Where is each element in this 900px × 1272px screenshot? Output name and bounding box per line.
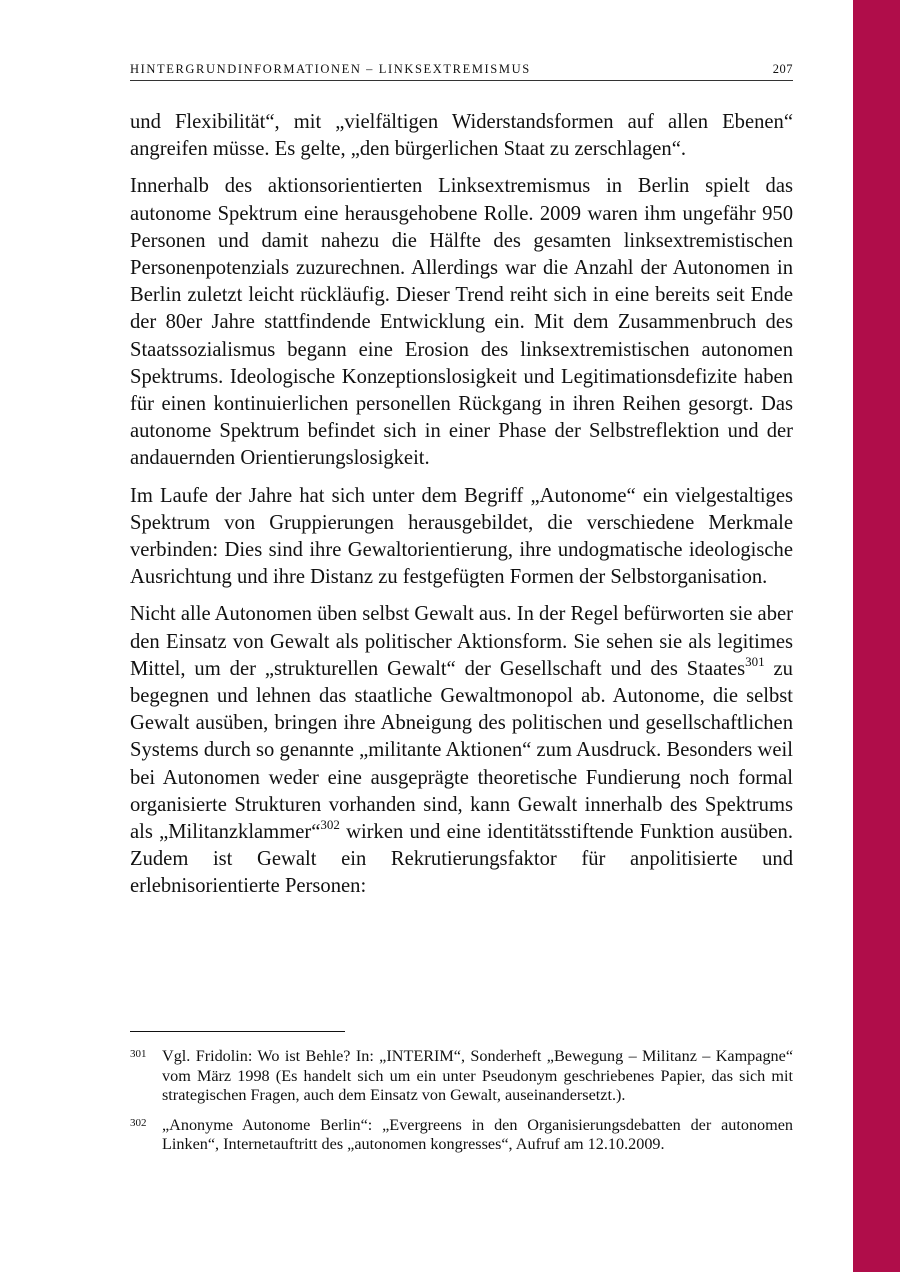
paragraph-3: Im Laufe der Jahre hat sich unter dem Begriff „Autonome“ ein vielgestaltiges Spektrum von Gruppierungen herausgebildet, die verschiedene Merkmale verbinden: Dies sind ihre Gewaltorientierung, ihre undogmatische ideologische Ausrichtung und ihre Distanz zu festgefügten Formen der Selbstorganisation.	[130, 484, 793, 589]
footnote-number: 301	[130, 1048, 147, 1060]
paragraph-4-part-b: zu begegnen und lehnen das staatliche Gewaltmonopol ab. Autonome, die selbst Gewalt ausüben, bringen ihre Abneigung des politischen und gesellschaftlichen Systems durch so genannte „militante Aktionen“ zum Ausdruck. Besonders weil bei Autonomen weder eine ausgeprägte theoretische Fundierung noch formal organisierte Strukturen vorhanden sind, kann Gewalt innerhalb des Spektrums als „Militanzklammer“	[130, 657, 793, 844]
footnote-number: 302	[130, 1116, 147, 1129]
paragraph-4-part-c: wirken und eine identitätsstiftende Funktion ausüben. Zudem ist Gewalt ein Rekrutierungsfaktor für anpolitisierte und erlebnisorientierte Personen:	[130, 821, 794, 898]
header-title: HINTERGRUNDINFORMATIONEN – LINKSEXTREMISMUS	[130, 62, 531, 76]
footnote-divider	[130, 1031, 345, 1032]
footnote-text: „Anonyme Autonome Berlin“: „Evergreens in den Organisierungsdebatten der autonomen Linken“, Internetauftritt des „autonomen kongresses“, Aufruf am 12.10.2009.	[162, 1115, 793, 1154]
paragraph-4	[130, 601, 793, 900]
main-text	[130, 109, 793, 911]
footnote-ref-301[interactable]: 301	[745, 654, 765, 669]
page-number: 207	[772, 62, 793, 76]
footnote-item	[130, 1116, 793, 1155]
footnote-item	[130, 1047, 793, 1106]
running-header	[130, 62, 793, 81]
footnotes	[130, 1047, 793, 1165]
sidebar-color-bar	[853, 0, 900, 1272]
footnote-ref-302[interactable]: 302	[320, 817, 340, 833]
paragraph-1: und Flexibilität“, mit „vielfältigen Widerstandsformen auf allen Ebenen“ angreifen müsse. Es gelte, „den bürgerlichen Staat zu zerschlagen“.	[130, 111, 793, 161]
footnote-text: Vgl. Fridolin: Wo ist Behle? In: „INTERIM“, Sonderheft „Bewegung – Militanz – Kampagne“ vom März 1998 (Es handelt sich um ein unter Pseudonym geschriebenes Papier, das sich mit strategischen Fragen, auch dem Einsatz von Gewalt, auseinandersetzt.).	[162, 1047, 793, 1105]
paragraph-2: Innerhalb des aktionsorientierten Linksextremismus in Berlin spielt das autonome Spektrum eine herausgehobene Rolle. 2009 waren ihm ungefähr 950 Personen und damit nahezu die Hälfte des gesamten linksextremistischen Personenpotenzials zuzurechnen. Allerdings war die Anzahl der Autonomen in Berlin zuletzt leicht rückläufig. Dieser Trend reiht sich in eine bereits seit Ende der 80er Jahre stattfindende Entwicklung ein. Mit dem Zusammenbruch des Staatssozialismus begann eine Erosion des linksextremistischen autonomen Spektrums. Ideologische Konzeptionslosigkeit und Legitimationsdefizite haben für einen kontinuierlichen personellen Rückgang in ihren Reihen gesorgt. Das autonome Spektrum befindet sich in einer Phase der Selbstreflektion und der andauernden Orientierungslosigkeit.	[130, 175, 793, 470]
paragraph-4-part-a: Nicht alle Autonomen üben selbst Gewalt aus. In der Regel befürworten sie aber den Einsatz von Gewalt als politischer Aktionsform. Sie sehen sie als legitimes Mittel, um der „strukturellen Gewalt“ der Gesellschaft und des Staates	[130, 603, 793, 680]
